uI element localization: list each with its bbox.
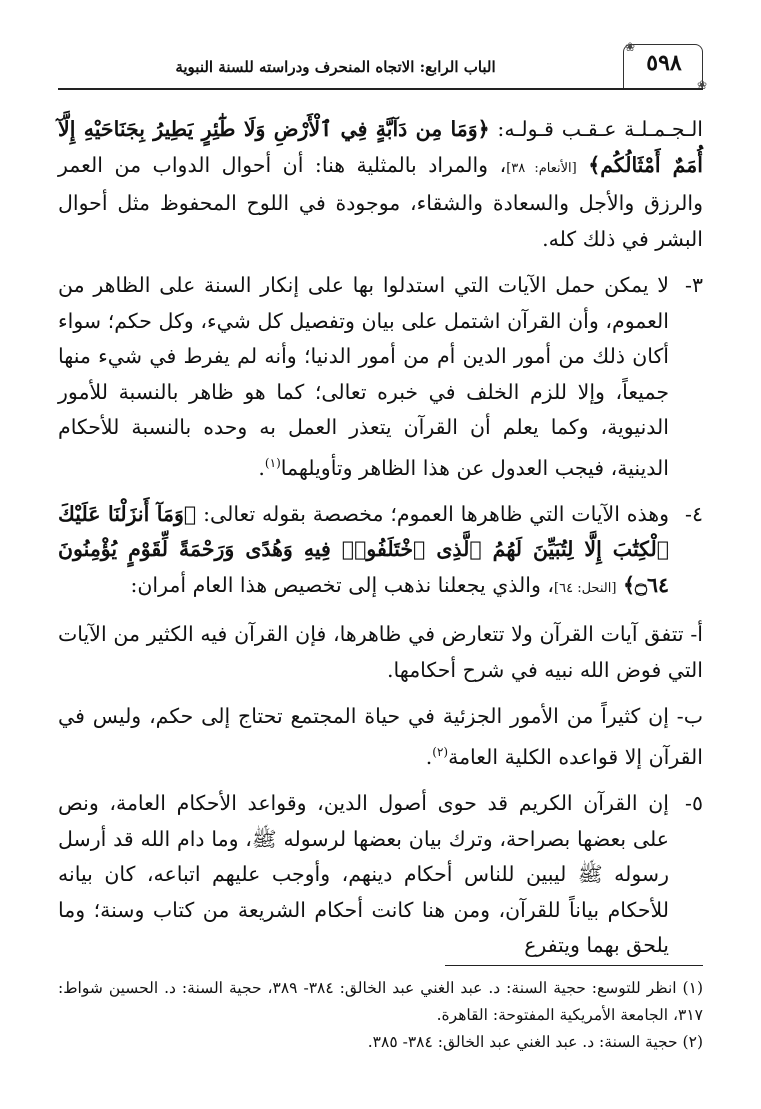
verse-reference: [النحل: ٦٤]	[554, 580, 617, 596]
verse-reference: [الأنعام: ٣٨]	[506, 160, 577, 176]
footnote-marker[interactable]: (١)	[264, 455, 281, 470]
main-text	[58, 112, 703, 975]
footnote-divider	[445, 965, 703, 966]
quran-verse: ﴿وَمَا مِن دَآبَّةٍ فِي ٱلْأَرْضِ وَلَا طَٰٓئِرٍ يَطِيرُ بِجَنَاحَيْهِ إِلَّآ أُمَمٌ أَمْثَالُكُم﴾	[58, 117, 703, 177]
quran-verse: ﴿وَمَآ أَنزَلْنَا عَلَيْكَ ٱلْكِتَٰبَ إِلَّا لِتُبَيِّنَ لَهُمُ ٱلَّذِى ٱخْتَلَفُوا۟ فِيهِ وَهُدًى وَرَحْمَةً لِّقَوْمٍ يُؤْمِنُونَ ۝٦٤﴾	[58, 501, 669, 597]
paragraph-4	[58, 497, 703, 607]
item-number: ٤-	[685, 501, 703, 526]
paragraph-text: لا يمكن حمل الآيات التي استدلوا بها على إنكار السنة على الظاهر من العموم، وأن القرآن اشتمل على بيان وتفصيل كل شيء، وكل حكم؛ سواء أكان ذلك من أمور الدين أم من أمور الدنيا؛ وأنه لم يفرط في شيء منها جميعاً، وإلا للزم الخلف في خبره تعالى؛ كما هو ظاهر بالنسبة للأمور الدنيوية، وكما يعلم أن القرآن يتعذر العمل به وحده بالنسبة للأحكام الدينية، فيجب العدول عن هذا الظاهر وتأويلهما	[58, 273, 669, 480]
item-number: ٣-	[685, 273, 703, 297]
page-header	[58, 40, 707, 92]
paragraph-a: أ- تتفق آيات القرآن ولا تتعارض في ظاهرها، فإن القرآن فيه الكثير من الآيات التي فوض الله نبيه في شرح أحكامها.	[58, 622, 703, 682]
paragraph-text: ، والمراد بالمثلية هنا: أن أحوال الدواب من العمر والرزق والأجل والسعادة والشقاء، موجودة في اللوح المحفوظ مثل أحوال البشر في ذلك كله.	[58, 152, 703, 251]
running-title: الباب الرابع: الاتجاه المنحرف ودراسته للسنة النبوية	[175, 58, 496, 76]
header-divider	[58, 88, 703, 90]
corner-ornament-icon: ❀	[624, 40, 635, 54]
punctuation: .	[425, 744, 433, 769]
paragraph-b	[58, 699, 703, 775]
footnote-1: (١) انظر للتوسع: حجية السنة: د. عبد الغني عبد الخالق: ٣٨٤- ٣٨٩، حجية السنة: د. الحسين شواط: ٣١٧، الجامعة الأمريكية المفتوحة: القاهرة.	[58, 979, 703, 1024]
footnote-2: (٢) حجية السنة: د. عبد الغني عبد الخالق: ٣٨٤- ٣٨٥.	[367, 1033, 703, 1051]
paragraph-text: ب- إن كثيراً من الأمور الجزئية في حياة المجتمع تحتاج إلى حكم، وليس في القرآن إلا قواعده الكلية العامة	[58, 704, 703, 769]
paragraph-text: ، والذي يجعلنا نذهب إلى تخصيص هذا العام أمران:	[130, 572, 555, 597]
paragraph-text: إن القرآن الكريم قد حوى أصول الدين، وقواعد الأحكام العامة، ونص على بعضها بصراحة، وترك بيان بعضها لرسوله ﷺ، وما دام الله قد أرسل رسوله ﷺ ليبين للناس أحكام دينهم، وأوجب عليهم اتباعه، كان بيانه للأحكام بياناً للقرآن، ومن هنا كانت أحكام الشريعة من كتاب وسنة؛ وما يلحق بهما ويتفرع	[58, 791, 669, 958]
paragraph-1	[58, 112, 703, 257]
paragraph-5	[58, 786, 703, 964]
item-number: ٥-	[685, 791, 703, 816]
corner-ornament-icon: ❀	[696, 78, 707, 92]
footnotes	[58, 975, 703, 1056]
paragraph-text: وهذه الآيات التي ظاهرها العموم؛ مخصصة بقوله تعالى:	[196, 501, 669, 526]
page-number: ٥٩٨	[646, 50, 682, 76]
paragraph-3	[58, 268, 703, 486]
punctuation: .	[258, 455, 265, 480]
footnote-marker[interactable]: (٢)	[432, 744, 449, 759]
paragraph-text: الـجـمـلـة عـقـب قـولـه:	[489, 117, 704, 141]
